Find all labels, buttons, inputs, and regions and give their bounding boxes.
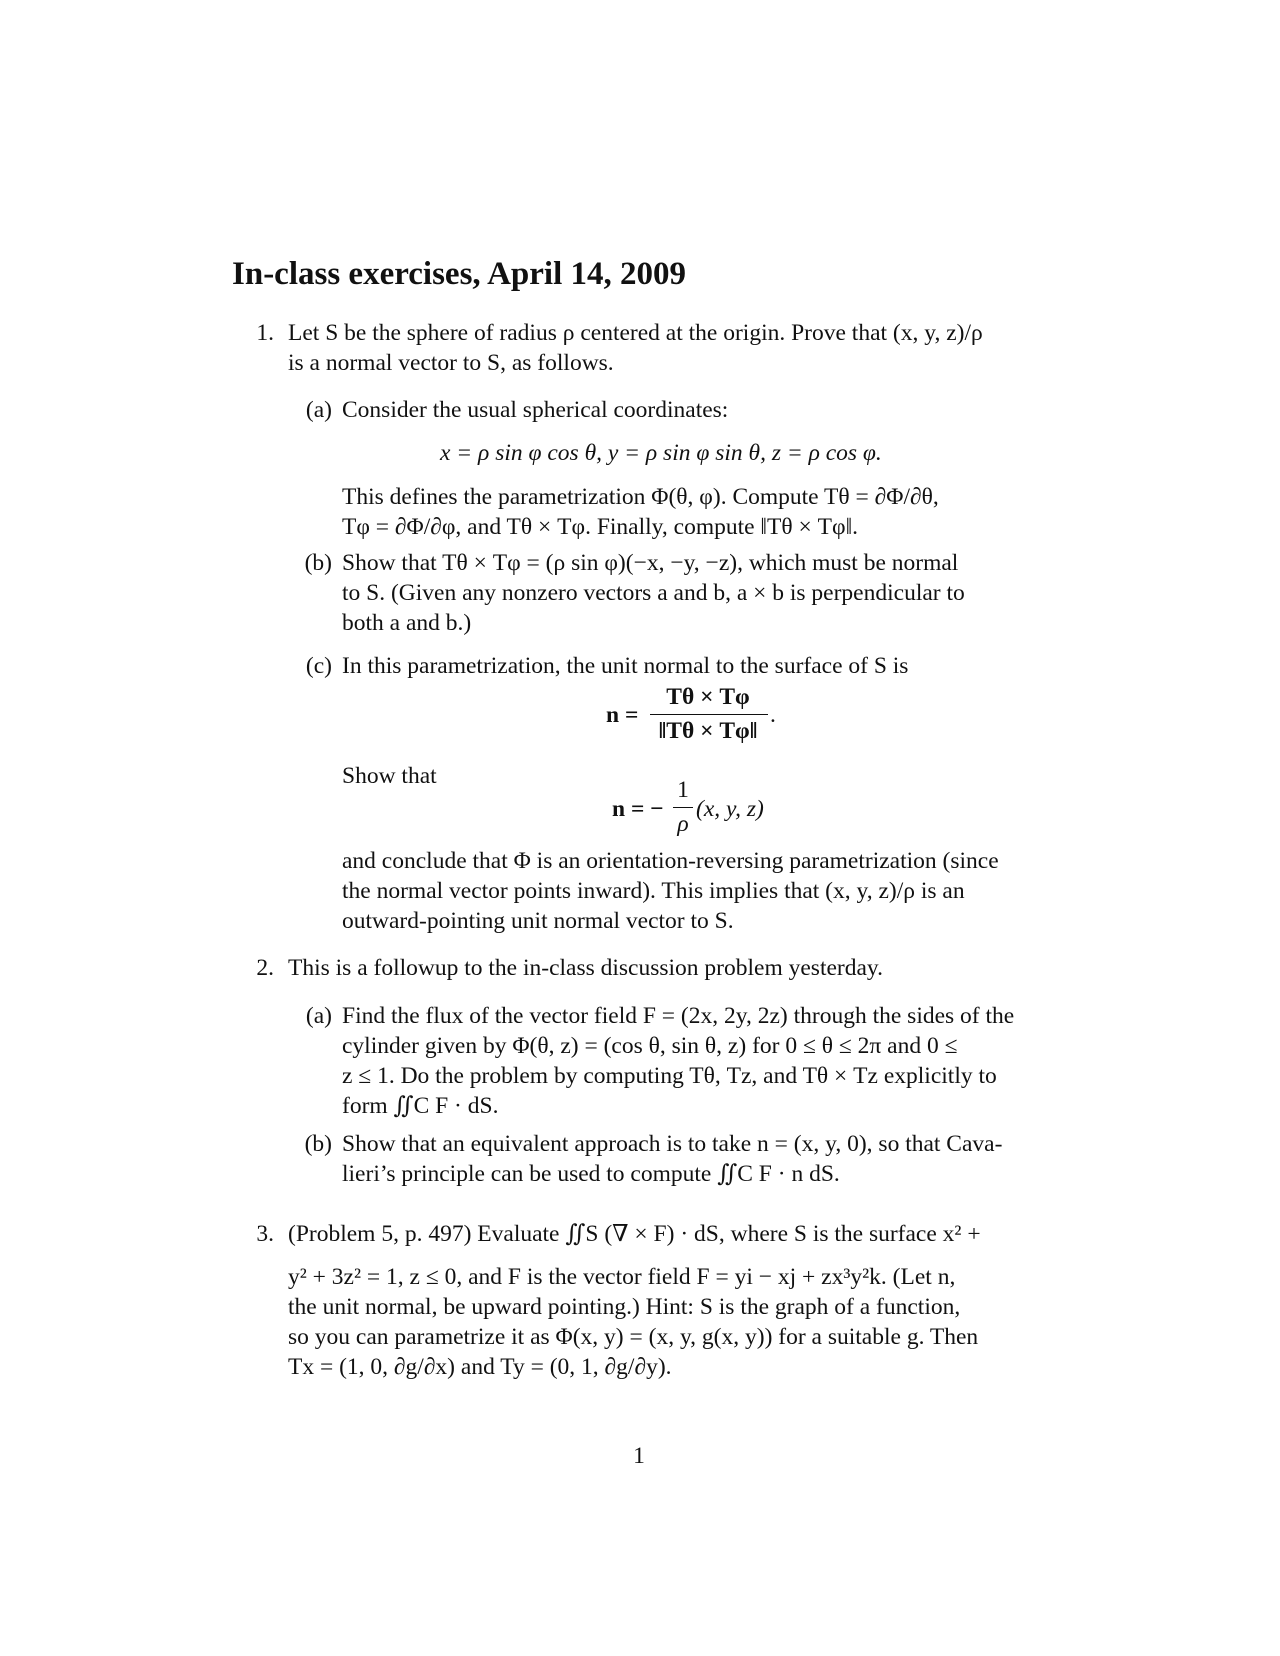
problem-2b-label: (b): [304, 1131, 332, 1157]
unit-normal-fraction-bar: [650, 714, 768, 715]
problem-1c-line-3: outward-pointing unit normal vector to S.: [342, 908, 734, 934]
problem-3-line-2: y² + 3z² = 1, z ≤ 0, and F is the vector field F = yi − xj + zx³y²k. (Let n,: [288, 1264, 956, 1290]
unit-normal-period: .: [770, 702, 776, 728]
problem-1c-line-1: and conclude that Φ is an orientation-reversing parametrization (since: [342, 848, 999, 874]
unit-normal-denominator: ‖Tθ × Tφ‖: [658, 718, 758, 744]
problem-2-intro: This is a followup to the in-class discussion problem yesterday.: [288, 955, 884, 981]
problem-1c-intro: In this parametrization, the unit normal to the surface of S is: [342, 653, 909, 679]
problem-3-line-4: so you can parametrize it as Φ(x, y) = (x, y, g(x, y)) for a suitable g. Then: [288, 1324, 979, 1350]
problem-1c-label: (c): [305, 653, 332, 679]
page-title: In-class exercises, April 14, 2009: [232, 256, 687, 292]
problem-1-number: 1.: [256, 320, 274, 346]
problem-2a-line-2: cylinder given by Φ(θ, z) = (cos θ, sin θ, z) for 0 ≤ θ ≤ 2π and 0 ≤: [342, 1033, 958, 1059]
problem-3-line-1: (Problem 5, p. 497) Evaluate ∬S (∇ × F) · dS, where S is the surface x² +: [288, 1221, 981, 1247]
problem-3-number: 3.: [256, 1221, 274, 1247]
problem-1-intro-line-2: is a normal vector to S, as follows.: [288, 350, 614, 376]
problem-2a-label: (a): [305, 1003, 332, 1029]
problem-1a-text-line-1: This defines the parametrization Φ(θ, φ). Compute Tθ = ∂Φ/∂θ,: [342, 484, 939, 510]
problem-1b-label: (b): [304, 550, 332, 576]
problem-1c-line-2: the normal vector points inward). This implies that (x, y, z)/ρ is an: [342, 878, 965, 904]
problem-1b-line-2: to S. (Given any nonzero vectors a and b, a × b is perpendicular to: [342, 580, 965, 606]
problem-1a-label: (a): [305, 397, 332, 423]
problem-1b-line-1: Show that Tθ × Tφ = (ρ sin φ)(−x, −y, −z), which must be normal: [342, 550, 959, 576]
normal-formula-rhs: (x, y, z): [696, 796, 764, 822]
problem-3-line-5: Tx = (1, 0, ∂g/∂x) and Ty = (0, 1, ∂g/∂y).: [288, 1354, 672, 1380]
spherical-coordinates-equation: x = ρ sin φ cos θ, y = ρ sin φ sin θ, z = ρ cos φ.: [440, 440, 882, 466]
normal-formula-fraction-bar: [673, 807, 693, 808]
problem-1-intro-line-1: Let S be the sphere of radius ρ centered at the origin. Prove that (x, y, z)/ρ: [288, 320, 983, 346]
problem-2b-line-1: Show that an equivalent approach is to take n = (x, y, 0), so that Cava-: [342, 1131, 1003, 1157]
problem-3-line-3: the unit normal, be upward pointing.) Hint: S is the graph of a function,: [288, 1294, 961, 1320]
unit-normal-numerator: Tθ × Tφ: [666, 684, 750, 710]
page-number: 1: [633, 1443, 645, 1469]
problem-2b-line-2: lieri’s principle can be used to compute ∬C F · n dS.: [342, 1161, 840, 1187]
problem-1a-text-line-2: Tφ = ∂Φ/∂φ, and Tθ × Tφ. Finally, compute ‖Tθ × Tφ‖.: [342, 514, 859, 540]
normal-formula-numerator: 1: [677, 777, 689, 803]
problem-1b-line-3: both a and b.): [342, 610, 472, 636]
normal-formula-lhs: n = −: [612, 796, 664, 822]
show-that-label: Show that: [342, 763, 437, 789]
problem-1a-intro: Consider the usual spherical coordinates:: [342, 397, 729, 423]
normal-formula-denominator: ρ: [677, 811, 689, 837]
problem-2a-line-4: form ∬C F · dS.: [342, 1093, 499, 1119]
problem-2a-line-1: Find the flux of the vector field F = (2x, 2y, 2z) through the sides of the: [342, 1003, 1015, 1029]
problem-2a-line-3: z ≤ 1. Do the problem by computing Tθ, Tz, and Tθ × Tz explicitly to: [342, 1063, 997, 1089]
unit-normal-lhs: n =: [606, 702, 639, 728]
problem-2-number: 2.: [256, 955, 274, 981]
